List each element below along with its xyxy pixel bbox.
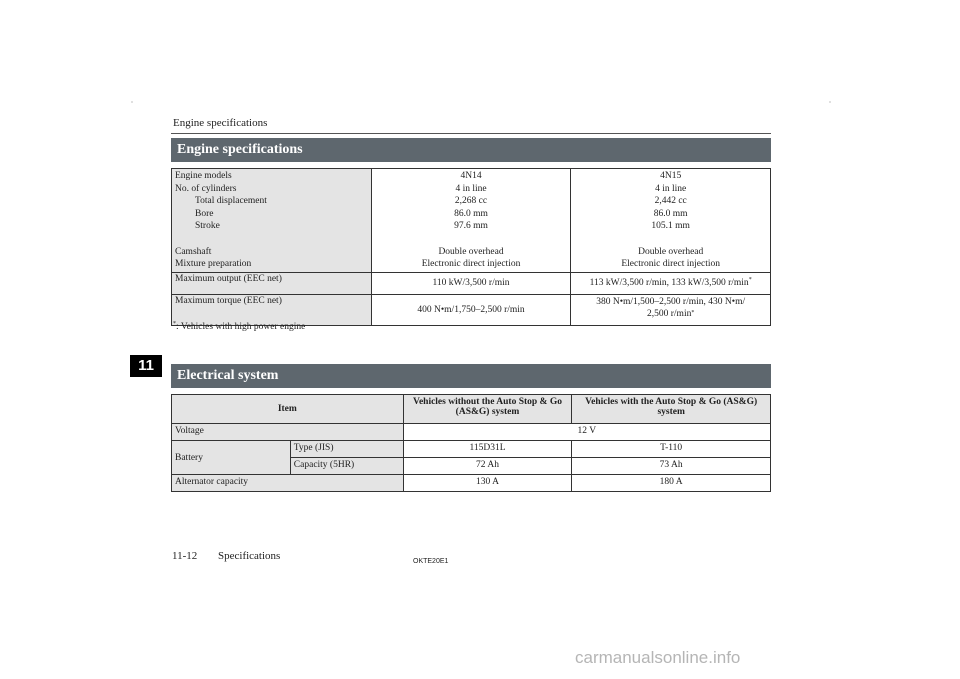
engine-spec-table [171,168,771,326]
table-row [172,475,771,492]
label-torque: Maximum torque (EEC net) [172,294,372,325]
label-battery-type: Type (JIS) [290,441,403,458]
value-bore: 86.0 mm [653,208,688,219]
value-type-without-asg: 115D31L [403,441,572,458]
value-torque-4n15 [571,294,771,325]
value-cylinders: 4 in line [455,183,487,194]
label-displacement: Total displacement [195,196,267,206]
label-output: Maximum output (EEC net) [172,272,372,294]
corner-mark [829,101,831,103]
page-number: 11-12 [172,550,198,562]
value-camshaft: Double overhead [638,246,704,257]
label-alternator: Alternator capacity [172,475,404,492]
value-capacity-with-asg: 73 Ah [572,458,771,475]
chapter-tab: 11 [130,355,162,377]
label-battery-capacity: Capacity (5HR) [290,458,403,475]
value-mixture: Electronic direct injection [621,259,720,269]
value-output-4n15 [571,272,771,294]
table-row [172,441,771,458]
header-rule [171,133,771,134]
value-stroke: 105.1 mm [651,221,690,231]
value-cylinders: 4 in line [655,183,687,194]
engine-4n14-cell [371,169,571,273]
value-model: 4N15 [660,171,682,181]
label-camshaft: Camshaft [175,246,212,257]
footer-chapter-title: Specifications [218,550,281,562]
header-item: Item [172,395,404,424]
running-head: Engine specifications [173,117,268,129]
electrical-spec-table [171,394,771,492]
engine-4n15-cell [571,169,771,273]
torque-line1: 380 N•m/1,500–2,500 r/min, 430 N•m/ [596,296,746,307]
watermark-text[interactable]: carmanualsonline.info [575,648,741,667]
value-capacity-without-asg: 72 Ah [403,458,572,475]
value-alternator-without-asg: 130 A [403,475,572,492]
table-row [172,272,771,294]
section-title-engine: Engine specifications [171,138,771,162]
document-code: OKTE20E1 [413,558,449,565]
value-voltage: 12 V [403,424,770,441]
engine-labels-cell [172,169,372,273]
engine-footnote [173,322,305,332]
label-stroke: Stroke [195,221,220,231]
label-battery: Battery [172,441,291,475]
header-without-asg: Vehicles without the Auto Stop & Go (AS&G) system [403,395,572,424]
label-bore: Bore [195,208,214,219]
section-title-electrical: Electrical system [171,364,771,388]
asterisk-mark: * [691,310,695,316]
torque-line2: 2,500 r/min [647,309,692,319]
label-voltage: Voltage [172,424,404,441]
value-output-4n14: 110 kW/3,500 r/min [371,272,571,294]
value-bore: 86.0 mm [454,208,488,219]
header-with-asg: Vehicles with the Auto Stop & Go (AS&G) system [572,395,771,424]
value-camshaft: Double overhead [438,246,504,257]
value-displacement: 2,442 cc [654,196,687,206]
value-torque-4n14: 400 N•m/1,750–2,500 r/min [371,294,571,325]
table-row [172,395,771,424]
label-cylinders: No. of cylinders [175,183,237,194]
value-type-with-asg: T-110 [572,441,771,458]
value-alternator-with-asg: 180 A [572,475,771,492]
asterisk-mark: * [748,277,752,283]
table-row [172,424,771,441]
value-displacement: 2,268 cc [454,196,488,206]
table-row [172,294,771,325]
value-stroke: 97.6 mm [454,221,488,231]
corner-mark [131,101,133,103]
output-text: 113 kW/3,500 r/min, 133 kW/3,500 r/min [589,278,749,288]
label-mixture: Mixture preparation [175,259,252,269]
asterisk-mark: * [173,321,176,327]
table-row [172,169,771,273]
value-mixture: Electronic direct injection [421,259,521,269]
footnote-text: : Vehicles with high power engine [176,322,306,332]
label-engine-models: Engine models [175,171,232,181]
value-model: 4N14 [460,171,482,181]
